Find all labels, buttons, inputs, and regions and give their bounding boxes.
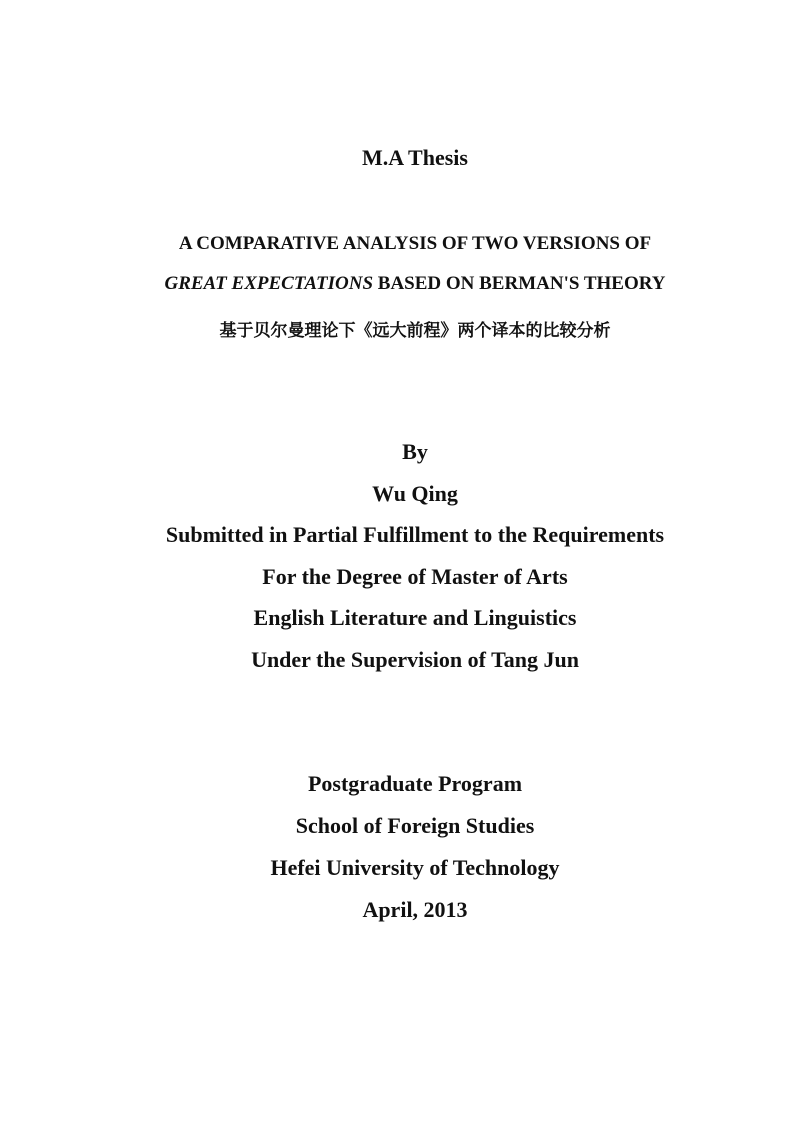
chinese-title: 基于贝尔曼理论下《远大前程》两个译本的比较分析 — [219, 321, 611, 341]
major-line: English Literature and Linguistics — [253, 605, 577, 630]
supervisor-line: Under the Supervision of Tang Jun — [251, 647, 579, 672]
school-line: School of Foreign Studies — [295, 813, 535, 838]
university-line: Hefei University of Technology — [270, 855, 560, 880]
date-line: April, 2013 — [362, 897, 468, 922]
title-line-1: A COMPARATIVE ANALYSIS OF TWO VERSIONS OF — [178, 233, 652, 254]
title-line-2 — [18, 273, 794, 295]
program-line: Postgraduate Program — [307, 771, 523, 796]
author-name: Wu Qing — [372, 481, 458, 506]
submission-statement: Submitted in Partial Fulfillment to the Requirements — [165, 522, 665, 547]
title-line-2-rest: BASED ON BERMAN'S THEORY — [373, 273, 666, 294]
title-italic-work: GREAT EXPECTATIONS — [164, 273, 374, 294]
degree-line: For the Degree of Master of Arts — [262, 564, 568, 589]
thesis-label: M.A Thesis — [362, 145, 468, 170]
by-label: By — [402, 439, 428, 464]
